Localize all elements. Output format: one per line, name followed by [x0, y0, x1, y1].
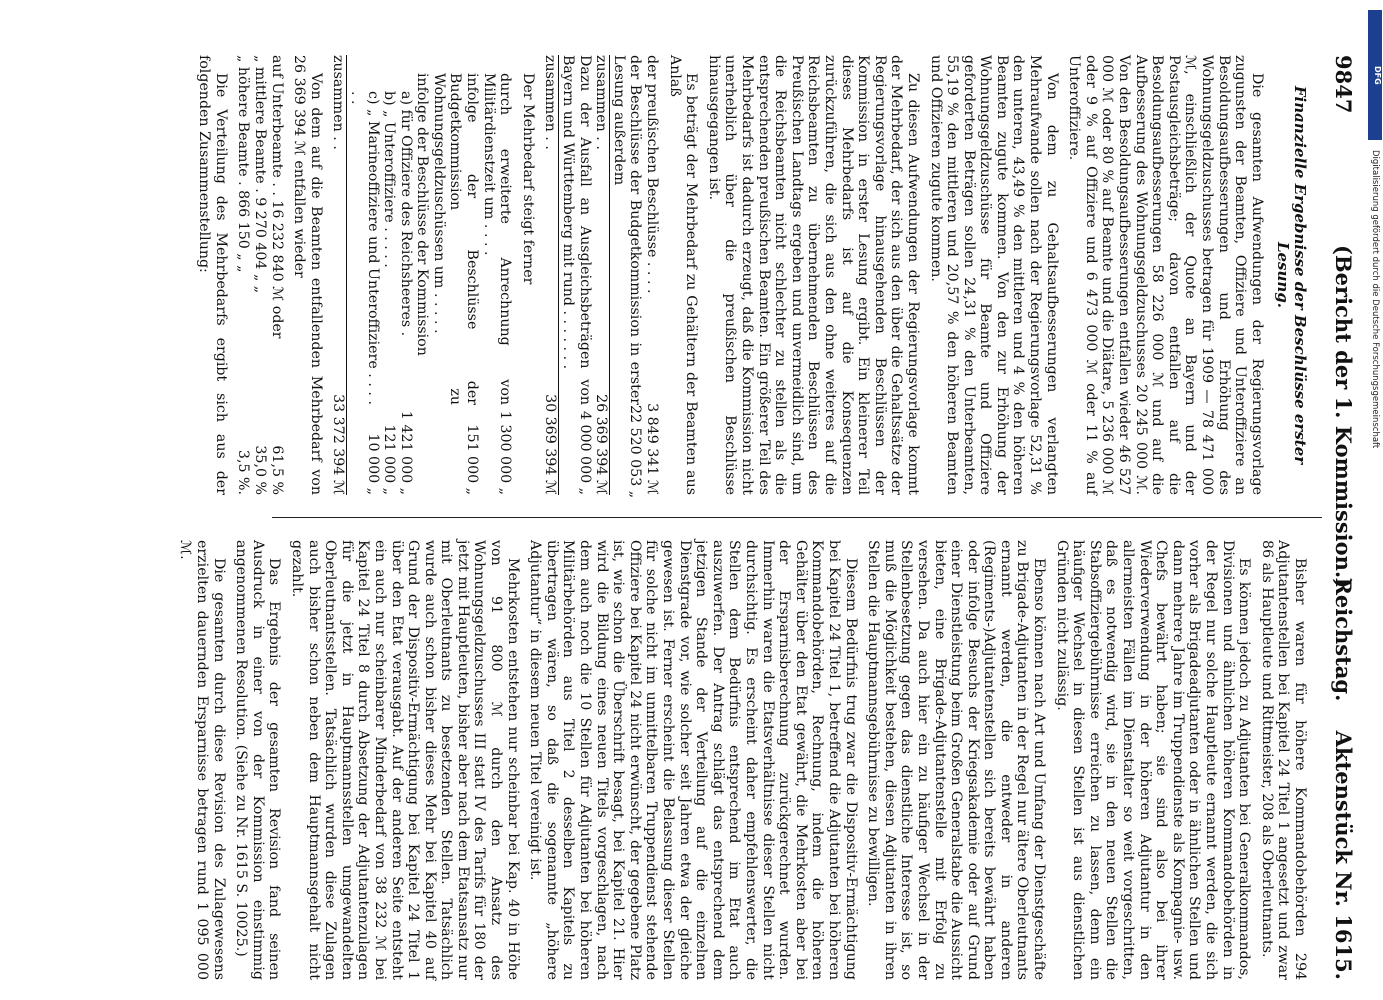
- ledger-label: durch erweiterte Anrechnung von Militärdienstzeit um . . . .: [480, 73, 514, 405]
- report-label: (Bericht der 1. Kommission.): [1331, 245, 1356, 589]
- ledger-amount: 1 300 000 „: [497, 410, 514, 495]
- ledger-label: der preußischen Beschlüsse . . . .: [644, 55, 661, 294]
- ledger-amount: 121 000 „: [381, 424, 398, 495]
- ledger-row: [381, 55, 398, 495]
- paragraph: Bisher waren für höhere Kommandobehörden 294 Adjutantenstellen bei Kapitel 24 Titel 1 angesetzt und zwar 86 als Hauptleute und Rittmeister, 208 als Oberleutnants.: [1258, 540, 1308, 980]
- ledger-row: [235, 55, 252, 495]
- paragraph: Es beträgt der Mehrbedarf zu Gehältern der Beamten aus Anlaß: [666, 55, 700, 495]
- paragraph: Das Ergebnis der gesamten Revision fand seinen Ausdruck in einer von der Kommission einstimmig angenommenen Resolution. (Siehe zu Nr. 1615 S. 10025.): [233, 540, 283, 980]
- paragraph: Von dem auf die Beamten entfallenden Mehrbedarf von 26 369 394 ℳ entfallen wieder: [291, 55, 324, 495]
- ledger-amount: 3 849 341 ℳ: [644, 403, 661, 495]
- header-left: Reichstag.: [1331, 577, 1356, 702]
- ledger-label: c) „ Marineoffiziere und Unteroffiziere . . . . . .: [347, 91, 381, 405]
- ledger-row: [542, 55, 560, 495]
- ledger-row: [610, 55, 644, 499]
- ledger-label: a) für Offiziere des Reichsheeres .: [397, 91, 414, 337]
- ledger-amount: [414, 405, 431, 495]
- section-heading: Finanzielle Ergebnisse der Beschlüsse erster Lesung.: [1274, 85, 1309, 465]
- ledger-row: [643, 55, 660, 495]
- ledger-row: [593, 55, 611, 495]
- ledger-row: [347, 55, 380, 495]
- scanned-page: [60, 55, 1360, 980]
- digitization-credit: Digitalisierung gefördert durch die Deutsche Forschungsgemeinschaft: [1370, 150, 1380, 449]
- paragraph: Ebenso können nach Art und Umfang der Dienstgeschäfte zu Brigade-Adjutanten in der Regel nur ältere Oberleutnants ernannt werden, die entweder in anderen (Regiments-)Adjutantenstellen sich bereits bewährt haben oder infolge Besuchs der Kriegsakademie oder auf Grund einer Dienstleistung beim Großen Generalstabe die Aussicht bieten, eine Brigade-Adjutantenstelle mit Erfolg zu versehen. Da auch hier ein zu häufiger Wechsel in der Stellenbesetzung gegen das dienstliche Interesse ist, so muß die Möglichkeit bestehen, diesen Adjutanten in ihren Stellen die Hauptmannsgebührnisse zu bewilligen.: [865, 540, 1048, 980]
- ledger-row: [397, 55, 414, 495]
- ledger-amount: 30 369 394 ℳ: [542, 394, 559, 495]
- ledger-label: „ höhere Beamte . 866 150 „ „: [235, 55, 252, 273]
- paragraph: Die Verteilung des Mehrbedarfs ergibt sich aus der folgenden Zusammenstellung:: [196, 55, 229, 495]
- ledger-label: „ mittlere Beamte . 9 270 404 „ „: [251, 55, 268, 294]
- ledger-amount: 26 369 394 ℳ: [593, 394, 610, 495]
- page-header: [1324, 55, 1360, 980]
- ledger-amount: 33 372 394 ℳ: [330, 394, 347, 495]
- ledger-label: Dazu der Ausfall an Ausgleichsbeträgen von Bayern und Württemberg mit rund . . . . . . .: [560, 55, 593, 405]
- ledger-amount: 10 000 „: [364, 433, 381, 495]
- ledger-amount: 4 000 000 „: [576, 410, 593, 495]
- document-title: [1331, 577, 1356, 980]
- column-finance: [190, 55, 1309, 499]
- ledger-label: zusammen . .: [542, 55, 559, 150]
- ledger-row: [414, 55, 431, 495]
- paragraph: Es können jedoch zu Adjutanten bei Generalkommandos, Divisionen und ähnlichen höheren Kommandobehörden in der Regel nur solche Hauptleute ernannt werden, die sich vorher als Brigadeadjutanten oder in ähnlichen Stellen und dann mehrere Jahre im Truppendienste als Kompagnie- usw. Chefs bewährt haben; sie sind also bei ihrer Wiederverwendung in der höheren Adjutantur in den allermeisten Fällen im Dienstalter so weit vorgeschritten, daß es notwendig wird, sie in den neuen Stellen die Stabsoffiziergebührnisse erreichen zu lassen, denn ein häufiger Wechsel in diesen Stellen ist aus dienstlichen Gründen nicht zulässig.: [1053, 540, 1253, 980]
- paragraph: Von dem zu Gehaltsaufbesserungen verlangten Mehraufwande sollen nach der Regierungsvorlage 52,31 % den unteren, 43,49 % den mittleren und 4 % den höheren Beamten zugute kommen. Von den zur Erhöhung der Wohnungsgeldzuschüsse für Beamte und Offiziere geforderten Beträgen sollen 24,31 % den Unterbeamten, 55,19 % den mittleren und 20,57 % den höheren Beamten und Offizieren zugute kommen.: [927, 55, 1060, 495]
- ledger-amount: 35,0 %: [251, 445, 268, 495]
- ledger-amount: 22 520 053 „: [627, 405, 644, 499]
- paragraph: Zu diesen Aufwendungen der Regierungsvorlage kommt der Mehrbedarf, der sich aus den über die Gehaltssätze der Regierungsvorlage hinausgehenden Beschlüssen der Kommission in erster Lesung ergibt. Ein kleinerer Teil dieses Mehrbedarfs ist auf die Konsequenzen zurückzuführen, die sich aus den ohne weiteres auf die Reichsbeamten zu übernehmenden Beschlüssen des Preußischen Landtags ergeben und unvermeidlich sind, um die Reichsbeamten nicht schlechter zu stellen als die entsprechenden preußischen Beamten. Ein größerer Teil des Mehrbedarfs ist dadurch erzeugt, daß die Kommission nicht unerheblich über die preußischen Beschlüsse hinausgegangen ist.: [705, 55, 921, 495]
- ledger-row: [430, 55, 480, 495]
- ledger-row: [251, 55, 268, 495]
- ledger-row: [330, 55, 348, 495]
- ledger-label: der Beschlüsse der Budgetkommission in erster Lesung außerdem: [610, 55, 644, 405]
- ledger-label: b) „ Unteroffiziere . . . . .: [381, 91, 398, 268]
- ledger-amount: 151 000 „: [464, 424, 481, 495]
- column-divider: [272, 517, 1322, 518]
- paragraph: Diesem Bedürfnis trug zwar die Dispositiv-Ermächtigung bei Kapitel 24 Titel 1, betreffend die Adjutanten bei höheren Kommandobehörden, Rechnung, indem die höheren Gehälter über den Etat gewährt, die Mehrkosten aber bei der Ersparnisberechnung zurückgerechnet wurden. Immerhin waren die Etatsverhältnisse dieser Stellen nicht durchsichtig. Es erscheint daher empfehlenswerter, die Stellen dem Bedürfnis entsprechend im Etat auch auszuwerfen. Der Antrag schlägt das entsprechend dem jetzigen Stande der Verteilung auf die einzelnen Dienstgrade vor, wie solcher seit Jahren etwa der gleiche gewesen ist. Ferner erscheint die Belassung dieser Stellen für solche nicht im unmittelbaren Truppendienst stehende Offiziere bei Kapitel 24 nicht erwünscht, der gegebene Platz ist, wie schon die Überschrift besagt, bei Kapitel 21. Hier wird die Bildung eines neuen Titels vorgeschlagen, nach dem auch noch die 10 Stellen für Adjutanten bei höheren Militärbehörden aus Titel 2 desselben Kapitels zu übertragen wären, so daß die sogenannte „höhere Adjutantur“ in diesem neuen Titel vereinigt ist.: [527, 540, 859, 980]
- paragraph: Die gesamten Aufwendungen der Regierungsvorlage zugunsten der Beamten, Offiziere und Unteroffiziere an Besoldungsaufbesserungen und Erhöhung des Wohnungsgeldzuschusses betragen für 1909 — 78 471 000 ℳ, einschließlich der Quote an Bayern und der Postausgleichsbeträge; davon entfallen auf die Besoldungsaufbesserungen 58 226 000 ℳ und auf die Aufbesserung des Wohnungsgeldzuschusses 20 245 000 ℳ. Von den Besoldungsaufbesserungen entfallen wieder 46 527 000 ℳ oder 80 % auf Beamte und die Diätare, 5 236 000 ℳ oder 9 % auf Offiziere und 6 473 000 ℳ oder 11 % auf Unteroffiziere.: [1066, 55, 1265, 495]
- column-adjutanten: [171, 540, 1308, 980]
- ledger-row: [559, 55, 592, 495]
- paragraph: Mehrkosten entstehen nur scheinbar bei Kap. 40 in Höhe von 91 800 ℳ durch den Ansatz des Wohnungsgeldzuschusses III statt IV des Tarifs für 180 der jetzt mit Hauptleuten, bisher aber nach dem Etatsansatz nur mit Oberleutnants zu besetzenden Stellen. Tatsächlich wurde auch schon bisher dieses Mehr bei Kapitel 40 auf Grund der Dispositiv-Ermächtigung bei Kapitel 24 Titel 1 über den Etat verausgabt. Auf der anderen Seite entsteht ein auch nur scheinbarer Minderbedarf von 38 232 ℳ bei Kapitel 24 Titel 8 durch Absetzung der Adjutantenzulagen für die jetzt in Hauptmannsstellen umgewandelten Oberleutnantsstellen. Tatsächlich wurden diese Zulagen auch bisher schon neben dem Hauptmannsgehalt nicht gezahlt.: [288, 540, 521, 980]
- ledger-label: infolge der Beschlüsse der Kommission: [414, 73, 431, 356]
- ledger-intro: Der Mehrbedarf steigt ferner: [519, 73, 536, 285]
- dfg-logo: DFG: [1368, 10, 1382, 140]
- ledger-amount: 3,5 %.: [235, 449, 252, 495]
- ledger-label: infolge der Beschlüsse der Budgetkommission zu Wohnungsgeldzuschüssen um . . . . .: [430, 73, 481, 405]
- ledger-verteilung: [235, 55, 285, 495]
- paragraph: Die gesamten durch diese Revision des Zulagewesens erzielten dauernden Ersparnisse betragen rund 1 095 000 ℳ.: [177, 540, 227, 980]
- ledger-amount: 1 421 000 „: [397, 410, 414, 495]
- ledger-amount: 61,5 %: [268, 445, 285, 495]
- header-title: Aktenstück Nr. 1615.: [1331, 730, 1356, 980]
- ledger-label: zusammen . .: [593, 55, 610, 150]
- ledger-row: [480, 55, 513, 495]
- ledger-mehrbedarf: [330, 55, 514, 495]
- page-number: 9847: [1331, 55, 1356, 114]
- ledger-beamte: [542, 55, 661, 499]
- ledger-label: zusammen . .: [330, 55, 347, 150]
- ledger-label: auf Unterbeamte . . 16 232 840 ℳ oder: [268, 55, 285, 339]
- ledger-row: [268, 55, 285, 495]
